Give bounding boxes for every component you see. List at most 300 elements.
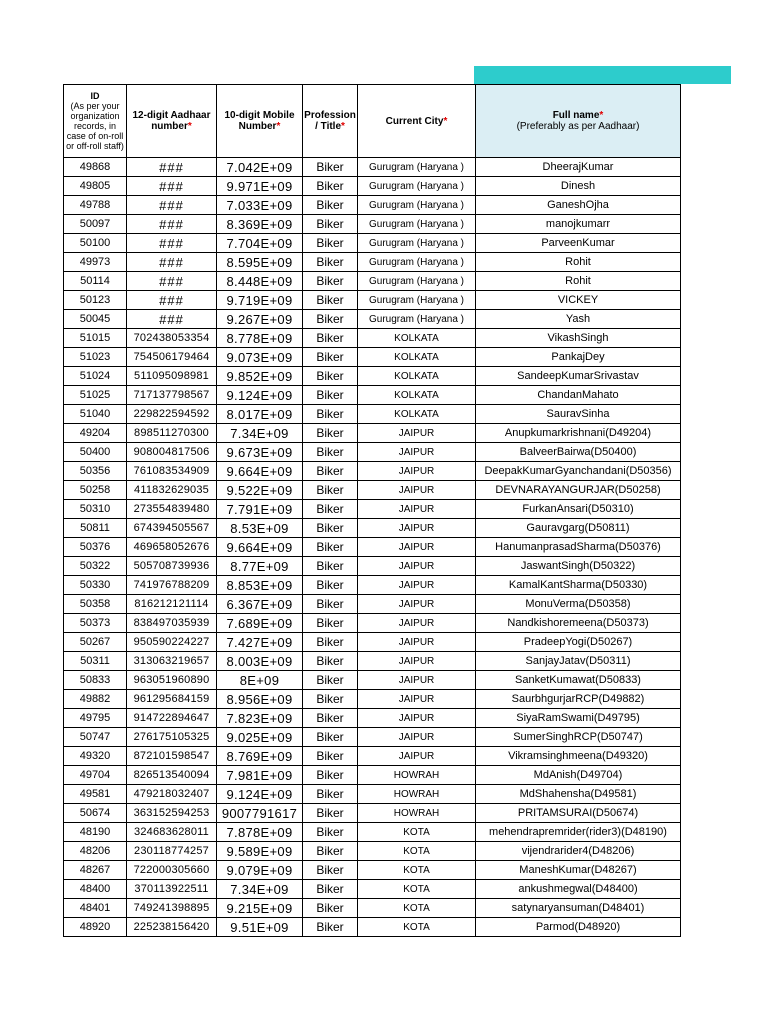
aadhaar-cell[interactable]: 898511270300 bbox=[127, 424, 217, 443]
aadhaar-cell[interactable]: 717137798567 bbox=[127, 386, 217, 405]
name-cell[interactable]: SanketKumawat(D50833) bbox=[476, 671, 681, 690]
mobile-cell[interactable]: 8.017E+09 bbox=[217, 405, 303, 424]
table-row bbox=[64, 576, 681, 595]
profession-cell[interactable]: Biker bbox=[303, 766, 358, 785]
id-cell[interactable]: 49973 bbox=[64, 253, 127, 272]
id-cell[interactable]: 50400 bbox=[64, 443, 127, 462]
employee-table bbox=[63, 84, 681, 937]
profession-cell[interactable]: Biker bbox=[303, 880, 358, 899]
city-cell[interactable]: KOLKATA bbox=[358, 386, 476, 405]
mobile-cell[interactable]: 7.042E+09 bbox=[217, 158, 303, 177]
table-row bbox=[64, 709, 681, 728]
table-row bbox=[64, 614, 681, 633]
aadhaar-cell[interactable]: ### bbox=[127, 253, 217, 272]
aadhaar-cell[interactable]: 963051960890 bbox=[127, 671, 217, 690]
aadhaar-cell[interactable]: ### bbox=[127, 215, 217, 234]
profession-cell[interactable]: Biker bbox=[303, 405, 358, 424]
profession-cell[interactable]: Biker bbox=[303, 196, 358, 215]
table-row bbox=[64, 557, 681, 576]
city-cell[interactable]: Gurugram (Haryana ) bbox=[358, 215, 476, 234]
aadhaar-cell[interactable]: ### bbox=[127, 177, 217, 196]
id-cell[interactable]: 48267 bbox=[64, 861, 127, 880]
profession-cell[interactable]: Biker bbox=[303, 595, 358, 614]
name-cell[interactable]: ParveenKumar bbox=[476, 234, 681, 253]
mobile-cell[interactable]: 9.664E+09 bbox=[217, 462, 303, 481]
profession-cell[interactable]: Biker bbox=[303, 918, 358, 937]
table-row bbox=[64, 842, 681, 861]
profession-cell[interactable]: Biker bbox=[303, 348, 358, 367]
mobile-cell[interactable]: 7.34E+09 bbox=[217, 424, 303, 443]
aadhaar-cell[interactable]: 761083534909 bbox=[127, 462, 217, 481]
mobile-cell[interactable]: 8E+09 bbox=[217, 671, 303, 690]
city-cell[interactable]: JAIPUR bbox=[358, 633, 476, 652]
city-cell[interactable]: JAIPUR bbox=[358, 728, 476, 747]
table-row bbox=[64, 443, 681, 462]
city-cell[interactable]: JAIPUR bbox=[358, 709, 476, 728]
mobile-cell[interactable]: 9.079E+09 bbox=[217, 861, 303, 880]
profession-cell[interactable]: Biker bbox=[303, 158, 358, 177]
header-accent-bar bbox=[474, 66, 731, 84]
mobile-header-label: 10-digit Mobile Number bbox=[224, 110, 295, 132]
id-cell[interactable]: 49788 bbox=[64, 196, 127, 215]
name-cell[interactable]: SandeepKumarSrivastav bbox=[476, 367, 681, 386]
table-row bbox=[64, 918, 681, 937]
profession-cell[interactable]: Biker bbox=[303, 633, 358, 652]
mobile-cell[interactable]: 9.215E+09 bbox=[217, 899, 303, 918]
required-marker: * bbox=[599, 110, 604, 121]
id-cell[interactable]: 50833 bbox=[64, 671, 127, 690]
aadhaar-cell[interactable]: 722000305660 bbox=[127, 861, 217, 880]
name-cell[interactable]: ankushmegwal(D48400) bbox=[476, 880, 681, 899]
mobile-cell[interactable]: 8.53E+09 bbox=[217, 519, 303, 538]
id-cell[interactable]: 50267 bbox=[64, 633, 127, 652]
city-cell[interactable]: Gurugram (Haryana ) bbox=[358, 253, 476, 272]
id-cell[interactable]: 50674 bbox=[64, 804, 127, 823]
profession-cell[interactable]: Biker bbox=[303, 519, 358, 538]
id-cell[interactable]: 50376 bbox=[64, 538, 127, 557]
mobile-cell[interactable]: 8.448E+09 bbox=[217, 272, 303, 291]
table-row bbox=[64, 196, 681, 215]
city-cell[interactable]: HOWRAH bbox=[358, 766, 476, 785]
profession-cell[interactable]: Biker bbox=[303, 424, 358, 443]
city-cell[interactable]: JAIPUR bbox=[358, 747, 476, 766]
name-cell[interactable]: FurkanAnsari(D50310) bbox=[476, 500, 681, 519]
table-row bbox=[64, 462, 681, 481]
id-cell[interactable]: 50123 bbox=[64, 291, 127, 310]
table-row bbox=[64, 899, 681, 918]
table-row bbox=[64, 386, 681, 405]
mobile-cell[interactable]: 8.369E+09 bbox=[217, 215, 303, 234]
mobile-cell[interactable]: 9.267E+09 bbox=[217, 310, 303, 329]
aadhaar-cell[interactable]: 950590224227 bbox=[127, 633, 217, 652]
city-cell[interactable]: Gurugram (Haryana ) bbox=[358, 177, 476, 196]
city-cell[interactable]: JAIPUR bbox=[358, 462, 476, 481]
city-cell[interactable]: KOTA bbox=[358, 880, 476, 899]
name-cell[interactable]: Anupkumarkrishnani(D49204) bbox=[476, 424, 681, 443]
profession-cell[interactable]: Biker bbox=[303, 443, 358, 462]
name-cell[interactable]: manojkumarr bbox=[476, 215, 681, 234]
id-cell[interactable]: 49868 bbox=[64, 158, 127, 177]
city-cell[interactable]: KOLKATA bbox=[358, 367, 476, 386]
aadhaar-cell[interactable]: 469658052676 bbox=[127, 538, 217, 557]
city-cell[interactable]: JAIPUR bbox=[358, 538, 476, 557]
name-cell[interactable]: MdShahensha(D49581) bbox=[476, 785, 681, 804]
mobile-cell[interactable]: 7.878E+09 bbox=[217, 823, 303, 842]
city-cell[interactable]: JAIPUR bbox=[358, 519, 476, 538]
mobile-cell[interactable]: 9.673E+09 bbox=[217, 443, 303, 462]
aadhaar-cell[interactable]: 511095098981 bbox=[127, 367, 217, 386]
profession-cell[interactable]: Biker bbox=[303, 652, 358, 671]
table-row bbox=[64, 595, 681, 614]
name-cell[interactable]: KamalKantSharma(D50330) bbox=[476, 576, 681, 595]
aadhaar-cell[interactable]: 838497035939 bbox=[127, 614, 217, 633]
id-cell[interactable]: 50258 bbox=[64, 481, 127, 500]
aadhaar-cell[interactable]: ### bbox=[127, 196, 217, 215]
id-cell[interactable]: 51024 bbox=[64, 367, 127, 386]
table-row bbox=[64, 253, 681, 272]
mobile-cell[interactable]: 7.033E+09 bbox=[217, 196, 303, 215]
id-cell[interactable]: 50811 bbox=[64, 519, 127, 538]
table-row bbox=[64, 633, 681, 652]
id-cell[interactable]: 50330 bbox=[64, 576, 127, 595]
city-cell[interactable]: HOWRAH bbox=[358, 804, 476, 823]
column-header-mobile bbox=[217, 85, 303, 158]
name-cell[interactable]: JaswantSingh(D50322) bbox=[476, 557, 681, 576]
aadhaar-cell[interactable]: 363152594253 bbox=[127, 804, 217, 823]
aadhaar-cell[interactable]: 230118774257 bbox=[127, 842, 217, 861]
mobile-cell[interactable]: 9.589E+09 bbox=[217, 842, 303, 861]
city-cell[interactable]: HOWRAH bbox=[358, 785, 476, 804]
mobile-cell[interactable]: 9.971E+09 bbox=[217, 177, 303, 196]
required-marker: * bbox=[187, 121, 192, 132]
id-cell[interactable]: 49795 bbox=[64, 709, 127, 728]
table-row bbox=[64, 538, 681, 557]
id-cell[interactable]: 51025 bbox=[64, 386, 127, 405]
name-cell[interactable]: VikashSingh bbox=[476, 329, 681, 348]
mobile-cell[interactable]: 7.689E+09 bbox=[217, 614, 303, 633]
profession-cell[interactable]: Biker bbox=[303, 481, 358, 500]
name-cell[interactable]: ManeshKumar(D48267) bbox=[476, 861, 681, 880]
mobile-cell[interactable]: 9.124E+09 bbox=[217, 785, 303, 804]
name-cell[interactable]: Rohit bbox=[476, 272, 681, 291]
name-cell[interactable]: SumerSinghRCP(D50747) bbox=[476, 728, 681, 747]
table-row bbox=[64, 367, 681, 386]
name-cell[interactable]: Vikramsinghmeena(D49320) bbox=[476, 747, 681, 766]
profession-header-label: Profession / Title bbox=[304, 110, 356, 132]
aadhaar-cell[interactable]: 411832629035 bbox=[127, 481, 217, 500]
mobile-cell[interactable]: 8.853E+09 bbox=[217, 576, 303, 595]
id-cell[interactable]: 50310 bbox=[64, 500, 127, 519]
aadhaar-cell[interactable]: 370113922511 bbox=[127, 880, 217, 899]
city-cell[interactable]: Gurugram (Haryana ) bbox=[358, 234, 476, 253]
id-cell[interactable]: 50356 bbox=[64, 462, 127, 481]
mobile-cell[interactable]: 9.664E+09 bbox=[217, 538, 303, 557]
name-cell[interactable]: SanjayJatav(D50311) bbox=[476, 652, 681, 671]
name-cell[interactable]: Rohit bbox=[476, 253, 681, 272]
city-cell[interactable]: JAIPUR bbox=[358, 500, 476, 519]
profession-cell[interactable]: Biker bbox=[303, 272, 358, 291]
mobile-cell[interactable]: 7.791E+09 bbox=[217, 500, 303, 519]
profession-cell[interactable]: Biker bbox=[303, 386, 358, 405]
profession-cell[interactable]: Biker bbox=[303, 291, 358, 310]
name-header-note: (Preferably as per Aadhaar) bbox=[516, 121, 640, 132]
name-cell[interactable]: Yash bbox=[476, 310, 681, 329]
name-cell[interactable]: SiyaRamSwami(D49795) bbox=[476, 709, 681, 728]
id-header-label: ID bbox=[90, 91, 100, 101]
table-row bbox=[64, 424, 681, 443]
name-cell[interactable]: satynaryansuman(D48401) bbox=[476, 899, 681, 918]
table-row bbox=[64, 728, 681, 747]
city-cell[interactable]: JAIPUR bbox=[358, 614, 476, 633]
column-header-name bbox=[476, 85, 681, 158]
mobile-cell[interactable]: 8.003E+09 bbox=[217, 652, 303, 671]
id-cell[interactable]: 50373 bbox=[64, 614, 127, 633]
profession-cell[interactable]: Biker bbox=[303, 690, 358, 709]
mobile-cell[interactable]: 9.51E+09 bbox=[217, 918, 303, 937]
city-cell[interactable]: KOLKATA bbox=[358, 348, 476, 367]
profession-cell[interactable]: Biker bbox=[303, 253, 358, 272]
id-cell[interactable]: 51023 bbox=[64, 348, 127, 367]
profession-cell[interactable]: Biker bbox=[303, 367, 358, 386]
aadhaar-cell[interactable]: ### bbox=[127, 310, 217, 329]
profession-cell[interactable]: Biker bbox=[303, 177, 358, 196]
city-cell[interactable]: JAIPUR bbox=[358, 595, 476, 614]
id-cell[interactable]: 49805 bbox=[64, 177, 127, 196]
table-row bbox=[64, 519, 681, 538]
name-cell[interactable]: SaurbhgurjarRCP(D49882) bbox=[476, 690, 681, 709]
mobile-cell[interactable]: 6.367E+09 bbox=[217, 595, 303, 614]
profession-cell[interactable]: Biker bbox=[303, 861, 358, 880]
aadhaar-cell[interactable]: 914722894647 bbox=[127, 709, 217, 728]
name-cell[interactable]: PRITAMSURAI(D50674) bbox=[476, 804, 681, 823]
aadhaar-cell[interactable]: 273554839480 bbox=[127, 500, 217, 519]
name-cell[interactable]: Dinesh bbox=[476, 177, 681, 196]
mobile-cell[interactable]: 7.34E+09 bbox=[217, 880, 303, 899]
city-cell[interactable]: JAIPUR bbox=[358, 671, 476, 690]
mobile-cell[interactable]: 8.77E+09 bbox=[217, 557, 303, 576]
table-row bbox=[64, 785, 681, 804]
aadhaar-cell[interactable]: 816212121114 bbox=[127, 595, 217, 614]
aadhaar-cell[interactable]: 961295684159 bbox=[127, 690, 217, 709]
name-cell[interactable]: PankajDey bbox=[476, 348, 681, 367]
profession-cell[interactable]: Biker bbox=[303, 538, 358, 557]
table-row bbox=[64, 177, 681, 196]
id-cell[interactable]: 48190 bbox=[64, 823, 127, 842]
table-row bbox=[64, 652, 681, 671]
id-cell[interactable]: 50097 bbox=[64, 215, 127, 234]
aadhaar-cell[interactable]: 908004817506 bbox=[127, 443, 217, 462]
profession-cell[interactable]: Biker bbox=[303, 215, 358, 234]
id-cell[interactable]: 49581 bbox=[64, 785, 127, 804]
city-cell[interactable]: KOTA bbox=[358, 823, 476, 842]
aadhaar-cell[interactable]: 276175105325 bbox=[127, 728, 217, 747]
name-cell[interactable]: ChandanMahato bbox=[476, 386, 681, 405]
city-cell[interactable]: JAIPUR bbox=[358, 576, 476, 595]
profession-cell[interactable]: Biker bbox=[303, 671, 358, 690]
mobile-cell[interactable]: 8.595E+09 bbox=[217, 253, 303, 272]
name-cell[interactable]: Parmod(D48920) bbox=[476, 918, 681, 937]
city-cell[interactable]: JAIPUR bbox=[358, 443, 476, 462]
required-marker: * bbox=[341, 121, 345, 132]
aadhaar-cell[interactable]: 702438053354 bbox=[127, 329, 217, 348]
id-cell[interactable]: 49882 bbox=[64, 690, 127, 709]
aadhaar-cell[interactable]: 674394505567 bbox=[127, 519, 217, 538]
table-row bbox=[64, 158, 681, 177]
mobile-cell[interactable]: 7.823E+09 bbox=[217, 709, 303, 728]
aadhaar-cell[interactable]: 872101598547 bbox=[127, 747, 217, 766]
name-cell[interactable]: DEVNARAYANGURJAR(D50258) bbox=[476, 481, 681, 500]
profession-cell[interactable]: Biker bbox=[303, 785, 358, 804]
city-cell[interactable]: KOTA bbox=[358, 861, 476, 880]
aadhaar-cell[interactable]: 754506179464 bbox=[127, 348, 217, 367]
name-cell[interactable]: Nandkishoremeena(D50373) bbox=[476, 614, 681, 633]
profession-cell[interactable]: Biker bbox=[303, 804, 358, 823]
id-cell[interactable]: 50311 bbox=[64, 652, 127, 671]
city-cell[interactable]: Gurugram (Haryana ) bbox=[358, 310, 476, 329]
name-cell[interactable]: mehendrapremrider(rider3)(D48190) bbox=[476, 823, 681, 842]
table-row bbox=[64, 215, 681, 234]
aadhaar-cell[interactable]: ### bbox=[127, 272, 217, 291]
profession-cell[interactable]: Biker bbox=[303, 557, 358, 576]
id-cell[interactable]: 48206 bbox=[64, 842, 127, 861]
mobile-cell[interactable]: 8.778E+09 bbox=[217, 329, 303, 348]
aadhaar-cell[interactable]: ### bbox=[127, 291, 217, 310]
mobile-cell[interactable]: 9.073E+09 bbox=[217, 348, 303, 367]
aadhaar-cell[interactable]: 324683628011 bbox=[127, 823, 217, 842]
city-cell[interactable]: JAIPUR bbox=[358, 652, 476, 671]
header-row bbox=[64, 85, 681, 158]
aadhaar-cell[interactable]: 479218032407 bbox=[127, 785, 217, 804]
profession-cell[interactable]: Biker bbox=[303, 576, 358, 595]
id-cell[interactable]: 50322 bbox=[64, 557, 127, 576]
id-cell[interactable]: 49320 bbox=[64, 747, 127, 766]
column-header-id bbox=[64, 85, 127, 158]
profession-cell[interactable]: Biker bbox=[303, 614, 358, 633]
name-cell[interactable]: PradeepYogi(D50267) bbox=[476, 633, 681, 652]
name-cell[interactable]: VICKEY bbox=[476, 291, 681, 310]
table-row bbox=[64, 291, 681, 310]
profession-cell[interactable]: Biker bbox=[303, 329, 358, 348]
column-header-aadhaar bbox=[127, 85, 217, 158]
mobile-cell[interactable]: 7.981E+09 bbox=[217, 766, 303, 785]
city-cell[interactable]: JAIPUR bbox=[358, 557, 476, 576]
name-cell[interactable]: BalveerBairwa(D50400) bbox=[476, 443, 681, 462]
mobile-cell[interactable]: 8.769E+09 bbox=[217, 747, 303, 766]
profession-cell[interactable]: Biker bbox=[303, 310, 358, 329]
id-cell[interactable]: 50747 bbox=[64, 728, 127, 747]
aadhaar-cell[interactable]: 505708739936 bbox=[127, 557, 217, 576]
aadhaar-cell[interactable]: 826513540094 bbox=[127, 766, 217, 785]
table-row bbox=[64, 310, 681, 329]
city-cell[interactable]: JAIPUR bbox=[358, 690, 476, 709]
profession-cell[interactable]: Biker bbox=[303, 728, 358, 747]
name-cell[interactable]: DheerajKumar bbox=[476, 158, 681, 177]
table-row bbox=[64, 348, 681, 367]
id-cell[interactable]: 48400 bbox=[64, 880, 127, 899]
profession-cell[interactable]: Biker bbox=[303, 899, 358, 918]
city-cell[interactable]: KOTA bbox=[358, 842, 476, 861]
profession-cell[interactable]: Biker bbox=[303, 747, 358, 766]
mobile-cell[interactable]: 7.427E+09 bbox=[217, 633, 303, 652]
aadhaar-cell[interactable]: 741976788209 bbox=[127, 576, 217, 595]
city-cell[interactable]: KOTA bbox=[358, 899, 476, 918]
city-cell[interactable]: JAIPUR bbox=[358, 481, 476, 500]
aadhaar-cell[interactable]: 313063219657 bbox=[127, 652, 217, 671]
required-marker: * bbox=[276, 121, 281, 132]
id-cell[interactable]: 48401 bbox=[64, 899, 127, 918]
city-cell[interactable]: JAIPUR bbox=[358, 424, 476, 443]
name-cell[interactable]: HanumanprasadSharma(D50376) bbox=[476, 538, 681, 557]
id-cell[interactable]: 49204 bbox=[64, 424, 127, 443]
id-cell[interactable]: 50114 bbox=[64, 272, 127, 291]
profession-cell[interactable]: Biker bbox=[303, 709, 358, 728]
mobile-cell[interactable]: 9.522E+09 bbox=[217, 481, 303, 500]
aadhaar-cell[interactable]: ### bbox=[127, 158, 217, 177]
city-cell[interactable]: KOLKATA bbox=[358, 329, 476, 348]
aadhaar-cell[interactable]: 229822594592 bbox=[127, 405, 217, 424]
name-cell[interactable]: GaneshOjha bbox=[476, 196, 681, 215]
mobile-cell[interactable]: 9007791617 bbox=[217, 804, 303, 823]
table-row bbox=[64, 272, 681, 291]
profession-cell[interactable]: Biker bbox=[303, 234, 358, 253]
city-cell[interactable]: Gurugram (Haryana ) bbox=[358, 158, 476, 177]
city-header-label: Current City bbox=[385, 115, 444, 127]
aadhaar-cell[interactable]: ### bbox=[127, 234, 217, 253]
name-cell[interactable]: SauravSinha bbox=[476, 405, 681, 424]
city-cell[interactable]: Gurugram (Haryana ) bbox=[358, 196, 476, 215]
name-cell[interactable]: MonuVerma(D50358) bbox=[476, 595, 681, 614]
id-cell[interactable]: 50358 bbox=[64, 595, 127, 614]
city-cell[interactable]: KOTA bbox=[358, 918, 476, 937]
profession-cell[interactable]: Biker bbox=[303, 500, 358, 519]
aadhaar-cell[interactable]: 225238156420 bbox=[127, 918, 217, 937]
aadhaar-header-label: 12-digit Aadhaar number bbox=[132, 110, 211, 132]
profession-cell[interactable]: Biker bbox=[303, 823, 358, 842]
table-row bbox=[64, 405, 681, 424]
id-header-note: (As per your organization records, in case of on-roll or off-roll staff) bbox=[66, 101, 124, 151]
aadhaar-cell[interactable]: 749241398895 bbox=[127, 899, 217, 918]
id-cell[interactable]: 49704 bbox=[64, 766, 127, 785]
table-row bbox=[64, 880, 681, 899]
mobile-cell[interactable]: 9.852E+09 bbox=[217, 367, 303, 386]
name-cell[interactable]: vijendrarider4(D48206) bbox=[476, 842, 681, 861]
table-row bbox=[64, 500, 681, 519]
mobile-cell[interactable]: 9.025E+09 bbox=[217, 728, 303, 747]
mobile-cell[interactable]: 9.124E+09 bbox=[217, 386, 303, 405]
table-row bbox=[64, 861, 681, 880]
id-cell[interactable]: 48920 bbox=[64, 918, 127, 937]
profession-cell[interactable]: Biker bbox=[303, 462, 358, 481]
city-cell[interactable]: KOLKATA bbox=[358, 405, 476, 424]
mobile-cell[interactable]: 8.956E+09 bbox=[217, 690, 303, 709]
name-cell[interactable]: Gauravgarg(D50811) bbox=[476, 519, 681, 538]
id-cell[interactable]: 51040 bbox=[64, 405, 127, 424]
id-cell[interactable]: 50100 bbox=[64, 234, 127, 253]
mobile-cell[interactable]: 9.719E+09 bbox=[217, 291, 303, 310]
profession-cell[interactable]: Biker bbox=[303, 842, 358, 861]
name-cell[interactable]: MdAnish(D49704) bbox=[476, 766, 681, 785]
table-row bbox=[64, 481, 681, 500]
table-row bbox=[64, 329, 681, 348]
name-header-label: Full name bbox=[552, 110, 600, 121]
id-cell[interactable]: 50045 bbox=[64, 310, 127, 329]
city-cell[interactable]: Gurugram (Haryana ) bbox=[358, 291, 476, 310]
id-cell[interactable]: 51015 bbox=[64, 329, 127, 348]
mobile-cell[interactable]: 7.704E+09 bbox=[217, 234, 303, 253]
name-cell[interactable]: DeepakKumarGyanchandani(D50356) bbox=[476, 462, 681, 481]
table-row bbox=[64, 690, 681, 709]
city-cell[interactable]: Gurugram (Haryana ) bbox=[358, 272, 476, 291]
